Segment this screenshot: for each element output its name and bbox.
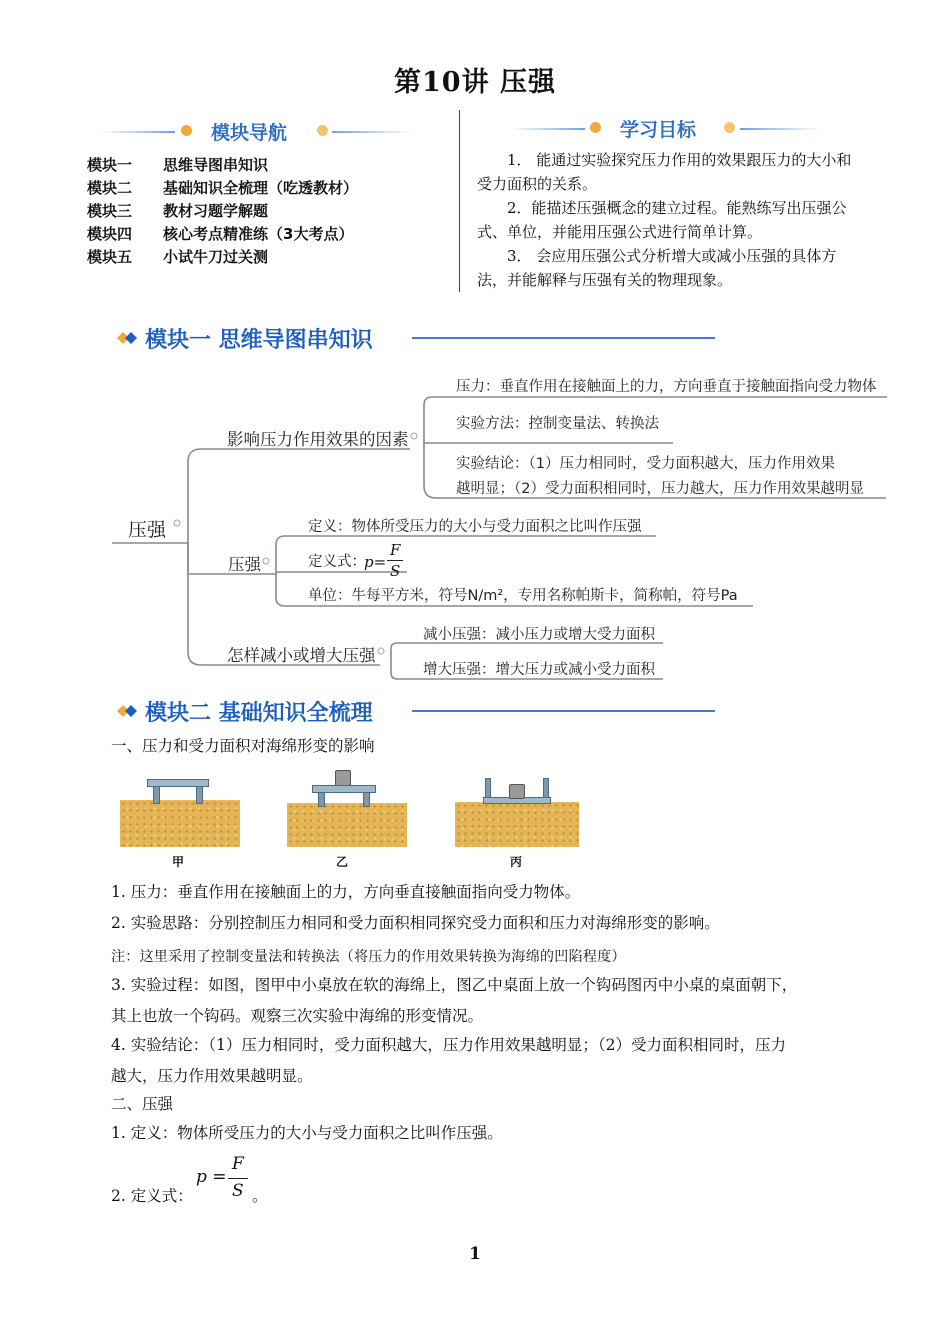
nav-item-label: 核心考点精准练（3大考点） (163, 225, 354, 243)
punctuation: 。 (252, 1187, 268, 1205)
mind-map-branch: 压强 (228, 555, 261, 574)
section-subtitle: 一、压力和受力面积对海绵形变的影响 (111, 737, 375, 755)
module2-heading: 模块二 基础知识全梳理 (145, 701, 373, 726)
section-subtitle: 二、压强 (111, 1095, 174, 1113)
nav-item-key: 模块四 (87, 225, 133, 243)
formula-lhs: p = (196, 1167, 227, 1187)
formula-lhs: p= (364, 553, 387, 571)
table-leg (363, 792, 370, 807)
goals-header: 学习目标 (620, 119, 697, 141)
paragraph: 越大，压力作用效果越明显。 (111, 1067, 313, 1085)
paragraph: 2. 实验思路：分别控制压力相同和受力面积相同探究受力面积和压力对海绵形变的影响。 (111, 914, 720, 932)
fraction-bar (228, 1178, 248, 1179)
nav-item-label: 思维导图串知识 (163, 156, 269, 174)
formula-numerator: F (390, 541, 401, 559)
sponge (120, 800, 240, 847)
sponge (287, 803, 407, 847)
table-leg (196, 786, 203, 804)
formula-denominator: S (390, 562, 401, 580)
nav-item-key: 模块一 (87, 156, 133, 174)
module2-heading-line (412, 710, 715, 712)
page-number: 1 (469, 1244, 481, 1264)
mind-map-branch: 怎样减小或增大压强 (227, 646, 376, 665)
figure-caption: 丙 (510, 855, 523, 869)
mind-map-leaf: 单位：牛每平方米，符号N/m²，专用名称帕斯卡，简称帕，符号Pa (308, 588, 738, 604)
page-title: 第10讲 压强 (394, 67, 556, 98)
goal-item: 3． 会应用压强公式分析增大或减小压强的具体方法，并能解释与压强有关的物理现象。 (477, 247, 837, 289)
nav-item-label: 教材习题学解题 (163, 202, 269, 220)
figure-caption: 甲 (172, 855, 185, 869)
double-diamond-icon (115, 701, 139, 721)
mind-map-leaf: 实验结论：（1）压力相同时，受力面积越大，压力作用效果 (456, 456, 835, 472)
mind-map-leaf: 实验方法：控制变量法、转换法 (456, 416, 659, 432)
experiment-figure-a (120, 770, 240, 870)
paragraph: 1. 定义：物体所受压力的大小与受力面积之比叫作压强。 (111, 1124, 503, 1142)
nav-header: 模块导航 (211, 122, 288, 144)
mind-map-leaf: 压力：垂直作用在接触面上的力，方向垂直于接触面指向受力物体 (456, 379, 877, 395)
paragraph: 1. 压力：垂直作用在接触面上的力，方向垂直接触面指向受力物体。 (111, 883, 581, 901)
table-leg (318, 792, 325, 807)
nav-item-label: 基础知识全梳理（吃透教材） (163, 179, 359, 197)
module1-heading: 模块一 思维导图串知识 (145, 328, 373, 353)
mind-map-leaf: 定义：物体所受压力的大小与受力面积之比叫作压强 (308, 519, 642, 535)
weight (509, 784, 525, 799)
mind-map-root: 压强 (128, 519, 167, 541)
paragraph: 3. 实验过程：如图，图甲中小桌放在软的海绵上，图乙中桌面上放一个钩码图丙中小桌的桌面朝下， (111, 976, 798, 994)
mind-map-leaf: 定义式： (308, 554, 366, 570)
formula-denominator: S (232, 1181, 244, 1201)
figure-caption: 乙 (336, 855, 349, 869)
nav-item-key: 模块二 (87, 179, 133, 197)
experiment-figure-b (287, 770, 407, 870)
paragraph: 其上也放一个钩码。观察三次实验中海绵的形变情况。 (111, 1007, 484, 1025)
paragraph: 4. 实验结论：（1）压力相同时，受力面积越大，压力作用效果越明显；（2）受力面积相同时，压力 (111, 1036, 786, 1054)
weight (335, 770, 351, 786)
mind-map-leaf: 增大压强：增大压力或减小受力面积 (423, 662, 655, 678)
mind-map-branch: 影响压力作用效果的因素 (227, 430, 409, 449)
experiment-figure-c (455, 770, 579, 870)
mind-map-leaf: 越明显；（2）受力面积相同时，压力越大，压力作用效果越明显 (456, 481, 864, 497)
goal-item: 2．能描述压强概念的建立过程。能熟练写出压强公式、单位，并能用压强公式进行简单计算。 (477, 199, 847, 241)
note: 注：这里采用了控制变量法和转换法（将压力的作用效果转换为海绵的凹陷程度） (111, 949, 626, 965)
goal-item: 1． 能通过实验探究压力作用的效果跟压力的大小和受力面积的关系。 (477, 151, 852, 193)
mind-map-leaf: 减小压强：减小压力或增大受力面积 (423, 627, 655, 643)
paragraph: 2. 定义式： (111, 1187, 193, 1205)
nav-item-label: 小试牛刀过关测 (163, 248, 269, 266)
nav-item-key: 模块五 (87, 248, 133, 266)
sponge (455, 802, 579, 847)
formula-numerator: F (232, 1154, 244, 1174)
fraction-bar (387, 560, 403, 561)
table-leg (153, 786, 160, 804)
nav-item-key: 模块三 (87, 202, 133, 220)
